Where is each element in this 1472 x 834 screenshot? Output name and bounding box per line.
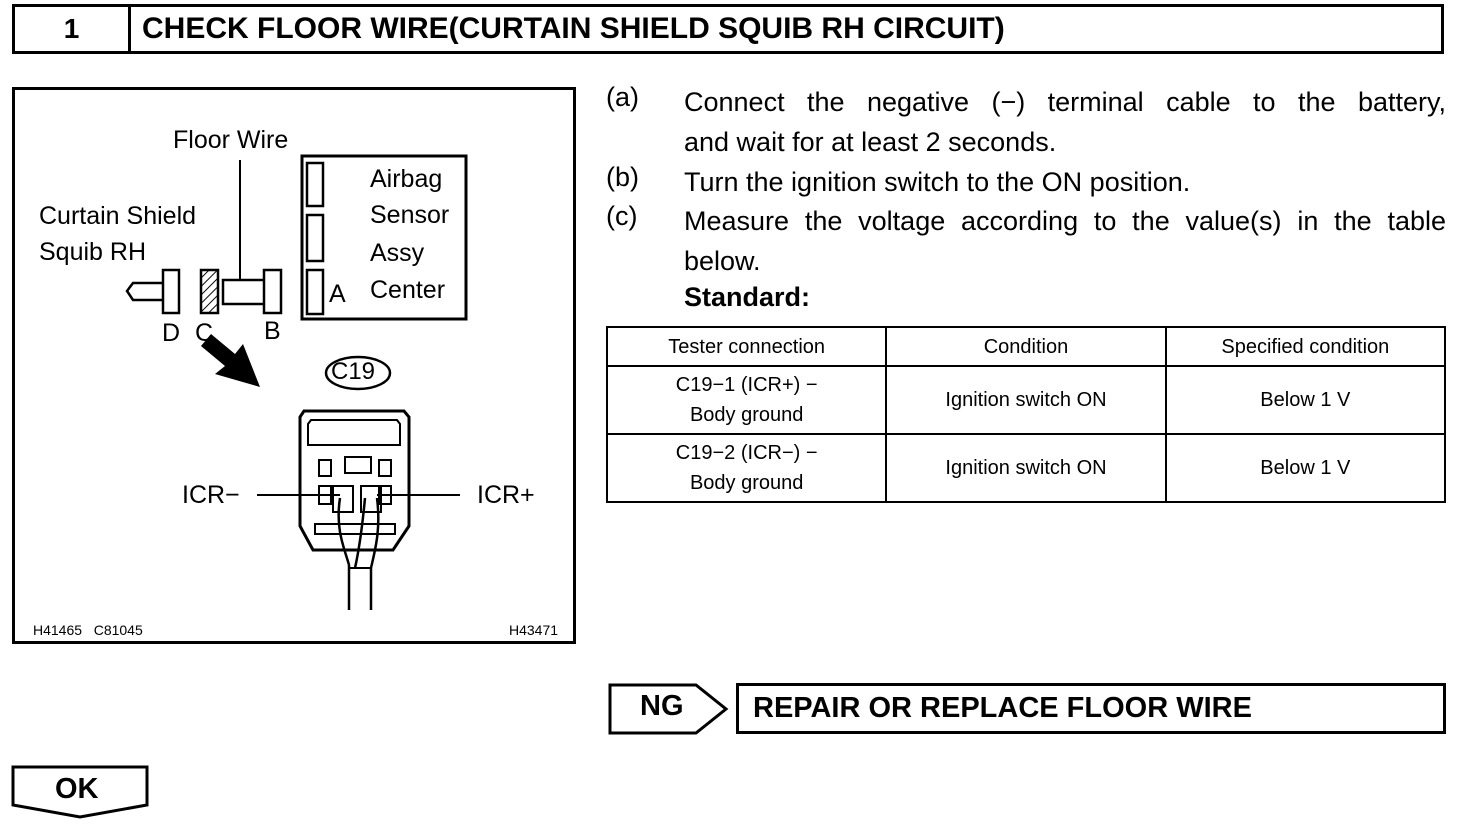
- icr-plus-label: ICR+: [477, 481, 535, 509]
- connector-d-label: D: [162, 319, 181, 347]
- connection-terminal: C19−1 (ICR+) −: [675, 374, 818, 396]
- figure-codes-left: H41465 C81045: [33, 622, 143, 638]
- airbag-label-4: Center: [370, 276, 446, 304]
- step-b-text: Turn the ignition switch to the ON position.: [684, 167, 1191, 197]
- step-a-text: Connect the negative (−) terminal cable to the battery,: [684, 87, 1446, 117]
- curtain-shield-label: Curtain Shield: [39, 202, 197, 230]
- condition-cell: Ignition switch ON: [886, 434, 1165, 502]
- header-condition: Condition: [886, 327, 1165, 366]
- condition-cell: Ignition switch ON: [886, 366, 1165, 434]
- step-a-letter: (a): [606, 82, 639, 112]
- step-title: CHECK FLOOR WIRE(CURTAIN SHIELD SQUIB RH CIRCUIT): [142, 12, 1005, 45]
- tester-connection-cell: [607, 434, 886, 502]
- connector-id-label: C19: [331, 358, 376, 385]
- connector-c19: [300, 411, 409, 550]
- icr-minus-label: ICR−: [182, 481, 240, 509]
- ng-result-box: [736, 683, 1446, 734]
- figure-code-right: H43471: [509, 622, 559, 638]
- step-c-text: Measure the voltage according to the value(s) in the table: [684, 206, 1446, 236]
- ng-label: NG: [640, 690, 684, 722]
- standard-table: [606, 326, 1446, 503]
- ok-label: OK: [55, 773, 99, 805]
- connection-ground: Body ground: [689, 472, 804, 494]
- step-a-text-2: and wait for at least 2 seconds.: [684, 127, 1057, 157]
- standard-label: Standard:: [684, 282, 811, 312]
- specified-cell: Below 1 V: [1166, 366, 1445, 434]
- ng-result-text: REPAIR OR REPLACE FLOOR WIRE: [753, 692, 1252, 724]
- connection-terminal: C19−2 (ICR−) −: [675, 442, 818, 464]
- step-number: 1: [15, 7, 131, 51]
- airbag-label-1: Airbag: [370, 165, 443, 193]
- connector-a-label: A: [329, 280, 346, 308]
- squib-rh-label: Squib RH: [39, 238, 146, 266]
- header-specified-condition: Specified condition: [1166, 327, 1445, 366]
- table-row: [607, 434, 1445, 502]
- connection-ground: Body ground: [689, 404, 804, 426]
- airbag-label-3: Assy: [370, 239, 425, 267]
- wiring-illustration: [12, 87, 576, 644]
- section-header: [12, 4, 1444, 54]
- step-c-letter: (c): [606, 201, 638, 231]
- table-header-row: [607, 327, 1445, 366]
- step-b-letter: (b): [606, 162, 639, 192]
- tester-connection-cell: [607, 366, 886, 434]
- table-row: [607, 366, 1445, 434]
- connector-c-label: C: [195, 319, 214, 347]
- wiring-diagram-drawing: [15, 90, 573, 641]
- specified-cell: Below 1 V: [1166, 434, 1445, 502]
- connector-b-label: B: [264, 317, 281, 345]
- airbag-label-2: Sensor: [370, 201, 450, 229]
- step-c-text-2: below.: [684, 246, 761, 276]
- floor-wire-label: Floor Wire: [173, 126, 289, 154]
- header-tester-connection: Tester connection: [607, 327, 886, 366]
